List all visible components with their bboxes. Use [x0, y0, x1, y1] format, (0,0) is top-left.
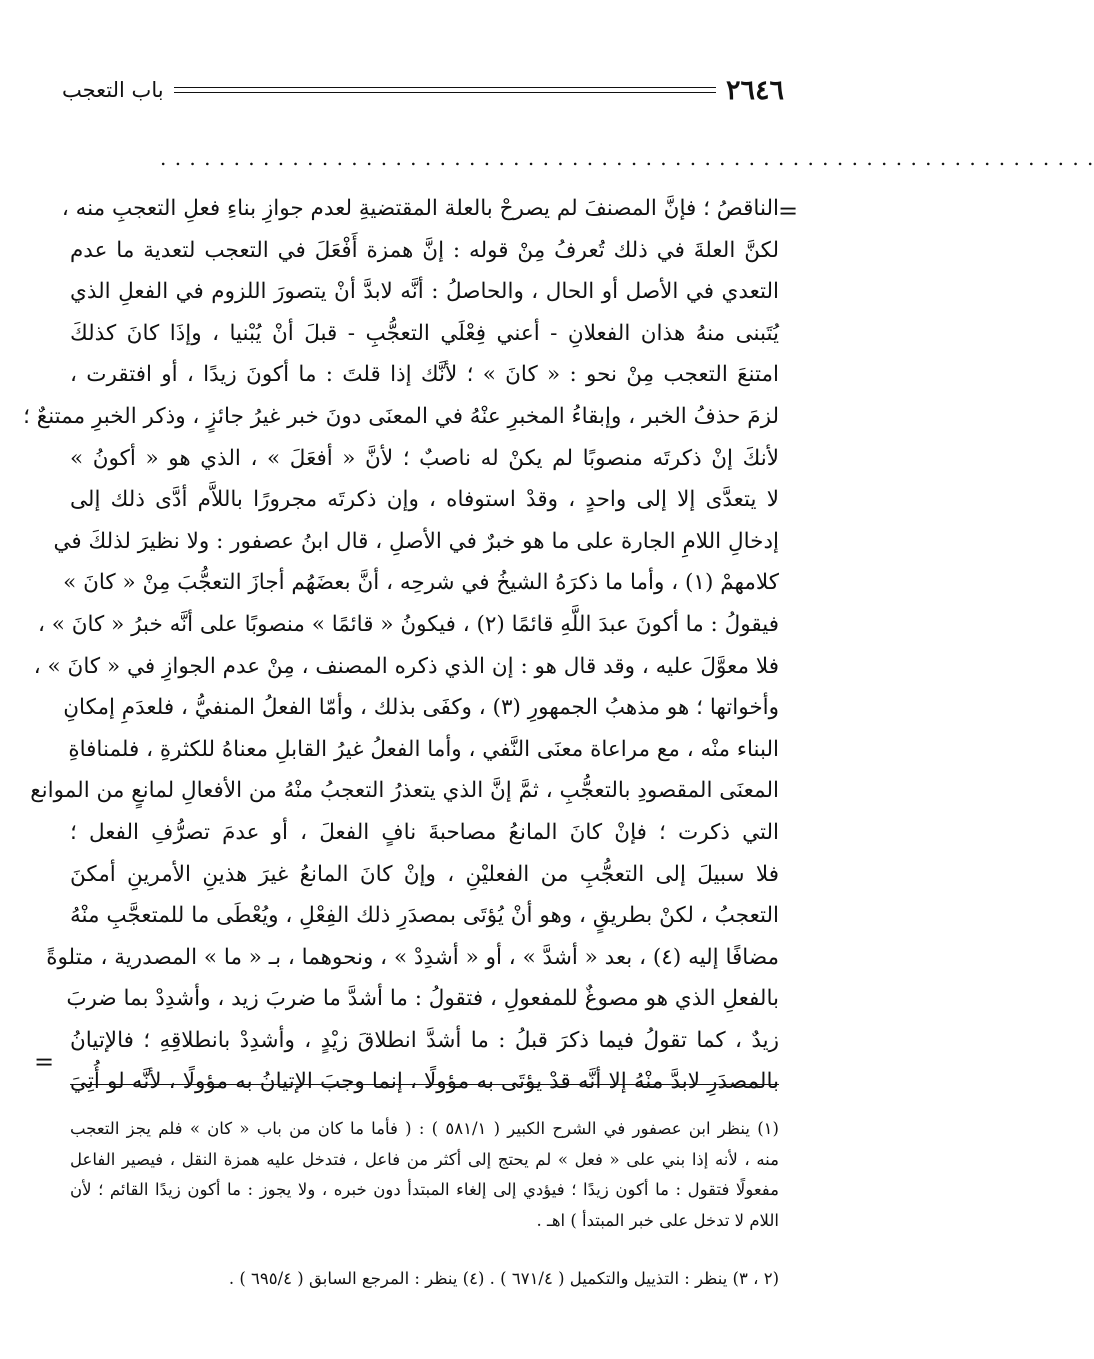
body-line: زيدٌ ، كما تقولُ فيما ذكرَ قبلُ : ما أشدَّ انطلاقَ زيْدٍ ، وأشدِدْ بانطلاقِهِ ؛ فالإتيانُ [70, 1027, 779, 1053]
footnote-line: مفعولًا فتقول : ما أكون زيدًا ؛ فيؤدي إلى إلغاء المبتدأ دون خبره ، ولا يجوز : ما أكون زيدًا القائم ؛ لأن [70, 1180, 779, 1200]
dotted-separator: . . . . . . . . . . . . . . . . . . . . . . . . . . . . . . . . . . . . . . . . . . . . . . . . . . . . . . . . . . . . . . . . [160, 146, 1094, 170]
body-line: يُتَبنى منهُ هذان الفعلانِ - أعني فِعْلَي التعجُّبِ - قبلَ أنْ يُبْنيا ، وإذَا كانَ كذلكَ [70, 320, 780, 346]
body-line: لا يتعدَّى إلا إلى واحدٍ ، وقدْ استوفاه ، وإن ذكرتَه مجرورًا باللاَّم أدَّى ذلك إلى [70, 487, 779, 513]
footnote-line: اللام لا تدخل على خبر المبتدأ ) اهـ . [536, 1210, 779, 1230]
body-line: مضافًا إليه (٤) ، بعد « أشدَّ » ، أو « أشدِدْ » ، ونحوهما ، بـ « ما » المصدرية ، متلوةً [46, 944, 779, 970]
body-line: التعجبُ ، لكنْ بطريقٍ ، وهو أنْ يُؤتَى بمصدَرِ ذلك الفِعْلِ ، ويُعْطَى ما للمتعجَّبِ منْهُ [70, 903, 779, 929]
continuation-mark-bottom: = [34, 1048, 55, 1076]
body-line: الناقصُ ؛ فإنَّ المصنفَ لم يصرحْ بالعلة المقتضيةِ لعدم جوازِ بناءِ فعلِ التعجبِ منه ، [61, 196, 779, 221]
body-line: وأخواتها ؛ هو مذهبُ الجمهورِ (٣) ، وكفَى بذلك ، وأمّا الفعلُ المنفيُّ ، فلعدَمِ إمكانِ [63, 695, 779, 721]
body-line: لزمَ حذفُ الخبر ، وإبقاءُ المخبرِ عنْهُ في المعنَى دونَ خبر غيرُ جائزٍ ، وذكر الخبرِ ممتنعٌ ؛ [23, 403, 779, 429]
body-line: بالفعلِ الذي هو مصوغٌ للمفعولِ ، فتقولُ : ما أشدَّ ما ضربَ زيد ، وأشدِدْ بما ضربَ [66, 986, 779, 1012]
running-header [62, 72, 784, 108]
body-line: فيقولُ : ما أكونَ عبدَ اللَّهِ قائمًا (٢) ، فيكونُ « قائمًا » منصوبًا على أنَّه خبرُ « كانَ » ، [37, 611, 779, 637]
body-line: فلا سبيلَ إلى التعجُّبِ من الفعليْنِ ، وإنْ كانَ المانعُ غيرَ هذينِ الأمرينِ أمكنَ [70, 861, 779, 887]
footnote-line: منه ، لأنه إذا بني على « فعل » لم يحتج إلى أكثر من فاعل ، فتدخل عليه همزة النقل ، فيصير الفاعل [70, 1149, 779, 1169]
body-line: المعنَى المقصودِ بالتعجُّبِ ، ثمَّ إنَّ الذي يتعذرُ التعجبُ منْهُ من الأفعالِ لمانعٍ من الموانع [30, 778, 779, 804]
footnotes [70, 1114, 779, 1236]
continuation-mark-top: = [778, 197, 799, 225]
footnote-line: (١) ينظر ابن عصفور في الشرح الكبير ( ٥٨١/١ ) : ( فأما ما كان من باب « كان » فلم يجز التعجب [70, 1119, 779, 1138]
body-line: لكنَّ العلةَ في ذلك تُعرفُ مِنْ قوله : إنَّ همزة أَفْعَلَ في التعجب لتعدية ما عدم [70, 237, 779, 263]
body-line: امتنعَ التعجب مِنْ نحو : « كانَ » ؛ لأنَّك إذا قلتَ : ما أكونَ زيدًا ، أو افتقرت ، [70, 362, 779, 388]
body-line: التي ذكرت ؛ فإنْ كانَ المانعُ مصاحبةَ نافٍ الفعلَ ، أو عدمَ تصرُّفِ الفعل ؛ [70, 819, 779, 845]
body-line: لأنكَ إنْ ذكرتَه منصوبًا لم يكنْ له ناصبٌ ؛ لأنَّ « أفعَلَ » ، الذي هو « أكونُ » [70, 445, 779, 471]
page-number: ٢٦٤٦ [725, 74, 784, 106]
chapter-title: باب التعجب [62, 78, 164, 102]
body-text [23, 188, 780, 1103]
body-line: البناء منْه ، مع مراعاة معنَى النَّفي ، وأما الفعلُ غيرُ القابلِ معناهُ للكثرةِ ، فلمنافاةِ [68, 736, 779, 762]
body-line: كلامهمْ (١) ، وأما ما ذكرَهُ الشيخُ في شرحِه ، أنَّ بعضَهُم أجازَ التعجُّبَ مِنْ « كانَ » [63, 570, 779, 596]
body-line: إدخالِ اللامِ الجارة على ما هو خبرٌ في الأصلِ ، قال ابنُ عصفور : ولا نظيرَ لذلكَ في [53, 528, 779, 554]
body-line: التعدي في الأصل أو الحال ، والحاصلُ : أنَّه لابدَّ أنْ يتصورَ اللزوم في الفعلِ الذي [70, 279, 779, 305]
body-line: بالمصدَرِ لابدَّ منْهُ إلا أنَّه قدْ يؤتَى به مؤولًا ، إنما وجبَ الإتيانُ به مؤولًا ، لأنَّه لو أُتِيَ [70, 1069, 779, 1095]
header-rule [174, 87, 716, 93]
footnote-rule [70, 1084, 779, 1085]
footnote-references: (٢ ، ٣) ينظر : التذييل والتكميل ( ٦٧١/٤ ) . (٤) ينظر : المرجع السابق ( ٦٩٥/٤ ) . [228, 1269, 779, 1288]
body-line: فلا معوَّلَ عليه ، وقد قال هو : إن الذي ذكره المصنف ، مِنْ عدم الجوازِ في « كانَ » ، [33, 653, 779, 679]
